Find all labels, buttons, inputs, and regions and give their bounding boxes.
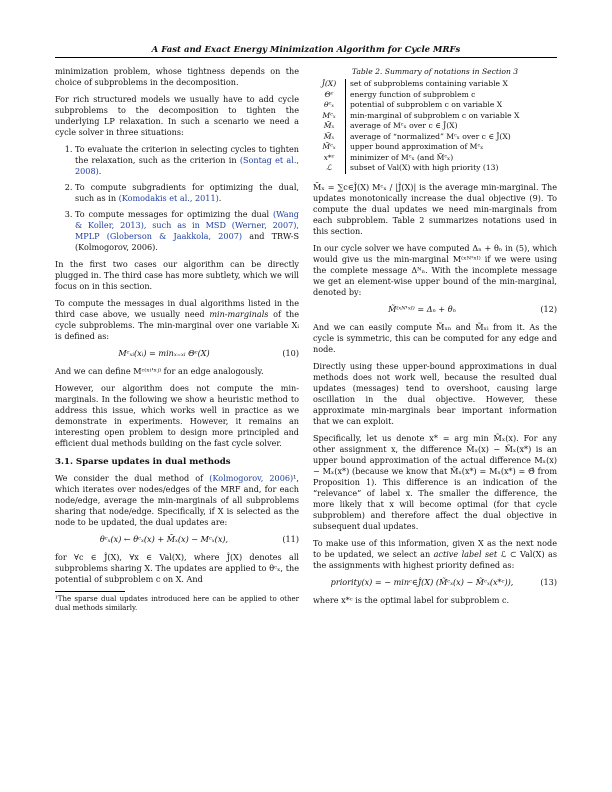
emphasis: active label set	[433, 548, 498, 559]
citation-link[interactable]: (Wang & Koller, 2013), such as in MSD (Werner, 2007), MPLP (Globerson & Jaakkola, 2007)	[75, 209, 299, 241]
equation-13	[313, 577, 557, 588]
paragraph: Directly using these upper-bound approximations in dual methods does not work well, because the resulted dual updates (messages) tend to overshoot, causing large oscillation in the dual objective. However, these approximate min-marginals bear important information that we can exploit.	[313, 360, 557, 426]
notation-description: min-marginal of subproblem c on variable X	[350, 110, 520, 120]
notation-symbol: ℒ	[313, 163, 346, 174]
equation-number: (11)	[282, 534, 299, 544]
table-row	[313, 121, 523, 132]
table-row	[313, 79, 523, 90]
list-item	[75, 182, 299, 204]
equation-number: (13)	[540, 576, 557, 587]
equation-body: M̃⁽ˣᴺ'ˣᴵ⁾ = Δₙ + θₙ	[388, 303, 456, 314]
paragraph: where x*ᶜ is the optimal label for subproblem c.	[313, 594, 510, 605]
paragraph	[55, 298, 299, 342]
notation-description: minimizer of Mᶜₓ (and M̃ᶜₓ)	[350, 152, 454, 162]
notation-symbol: M̄ₓ	[313, 121, 346, 132]
table-row	[313, 142, 523, 153]
list-item-text: To compute messages for optimizing the dual	[75, 209, 273, 219]
header-rule	[55, 57, 557, 58]
equation-number: (12)	[540, 303, 557, 314]
notation-description: set of subproblems containing variable X	[350, 79, 508, 88]
table-row	[313, 100, 523, 111]
paragraph: However, our algorithm does not compute the min-marginals. In the following we show a heuristic method to address this issue, which works well in practice as we demonstrate in experiments. However, it remains an interesting open problem to design more principled and efficient dual methods building on the fast cycle solver.	[55, 383, 299, 448]
equation-10	[55, 348, 299, 359]
notation-table	[313, 79, 523, 174]
list-item	[75, 209, 299, 253]
table-row	[313, 132, 523, 143]
text-run: of the cycle subproblems. The min-marginal over one variable Xᵢ is defined as:	[55, 309, 299, 341]
section-heading: 3.1. Sparse updates in dual methods	[55, 457, 231, 467]
list-item-tail: and TRW-S (Kolmogorov, 2006).	[75, 231, 299, 252]
notation-description: average of Mᶜₓ over c ∈ Ĵ(X)	[350, 121, 458, 130]
equation-body: Mᶜₓᵢ(xᵢ) = minₓ₌ₓᵢ Θᶜ(X)	[118, 348, 210, 358]
equation-11	[55, 534, 299, 545]
equation-body: priority(x) = − minᶜ∈Ĵ(X) (M̃ᶜₓ(x) − M̃ᶜₓ(x*ᶜ)),	[330, 576, 514, 587]
notation-symbol: Ĵ(X)	[313, 79, 346, 90]
paragraph	[313, 538, 557, 571]
table-caption: Table 2. Summary of notations in Section 3	[351, 67, 519, 76]
equation-12	[313, 304, 557, 315]
citation-link[interactable]: (Sontag et al., 2008)	[75, 155, 299, 176]
table-row	[313, 163, 523, 174]
citation-link[interactable]: (Kolmogorov, 2006)	[209, 473, 294, 483]
list-item-tail: .	[218, 193, 222, 203]
right-column	[313, 66, 557, 612]
notation-description: subset of Val(X) with high priority (13)	[350, 163, 499, 172]
running-header: A Fast and Exact Energy Minimization Algorithm for Cycle MRFs	[151, 45, 461, 55]
paragraph: Specifically, let us denote x* = arg min M̃ₓ(x). For any other assignment x, the difference M̃ₓ(x) − M̃ₓ(x*) is an upper bound approximation of the actual difference Mₓ(x) − Mₓ(x*) (because we know that M̃ₓ(x*) = Mₓ(x*) = Θ̃ from Proposition 1). This difference is an indication of the “relevance” of label x. The smaller the difference, the more likely that x will become optimal (for that cycle subproblem) and therefore affect the dual objective in subsequent dual updates.	[313, 432, 557, 531]
notation-symbol: Mᶜₓ	[313, 111, 346, 122]
paragraph: M̄ₓ = ∑c∈Ĵ(X) Mᶜₓ / |Ĵ(X)| is the average min-marginal. The updates monotonically increase the dual objective (9). To compute the dual updates we need min-marginals from each subproblem. Table 2 summarizes notations used in this section.	[313, 181, 557, 236]
table-row	[313, 90, 523, 101]
paragraph: And we can easily compute M̃ₓₙ and M̃ₓᵢ from it. As the cycle is symmetric, this can be computed for any edge and node.	[313, 321, 557, 354]
paragraph: In our cycle solver we have computed Δₙ + θₙ in (5), which would give us the min-marginal M⁽ˣᴺ'ˣᴵ⁾ if we were using the complete message Δᴺₙ. With the incomplete message we get an element-wise upper bound of the min-marginal, denoted by:	[313, 242, 557, 297]
emphasis: min-marginals	[209, 309, 269, 319]
text-run: ℒ ⊂ Val(X) as the assignments with highest priority defined as:	[313, 548, 557, 570]
notation-symbol: θᶜₓ	[313, 100, 346, 111]
paragraph: In the first two cases our algorithm can be directly plugged in. The third case has more subtlety, which we will focus on in this section.	[55, 259, 300, 291]
list-item-tail: .	[98, 166, 102, 176]
table-row	[313, 111, 523, 122]
list-item-text: To evaluate the criterion in selecting cycles to tighten the relaxation, such as the criterion in	[75, 144, 299, 165]
text-run: ¹, which iterates over nodes/edges of the MRF and, for each node/edge, average the min-marginals of all subproblems sharing that node/edge. Specifically, if X is selected as the node to be updated, the dual updates are:	[55, 473, 299, 527]
paragraph	[55, 473, 299, 528]
notation-description: potential of subproblem c on variable X	[350, 100, 503, 109]
notation-description: energy function of subproblem c	[350, 89, 476, 99]
paragraph: And we can define Mᶜ⁽ˣⁱ'ˣʲ⁾ for an edge analogously.	[55, 366, 264, 376]
text-run: We consider the dual method of	[55, 473, 210, 483]
notation-symbol: Θᶜ	[313, 90, 346, 101]
citation-link[interactable]: (Komodakis et al., 2011)	[118, 193, 219, 203]
notation-description: upper bound approximation of Mᶜₓ	[350, 142, 484, 151]
table-row	[313, 153, 523, 164]
numbered-list	[55, 144, 299, 253]
footnote: ¹The sparse dual updates introduced here can be applied to other dual methods similarly.	[55, 595, 299, 612]
list-item-text: To compute subgradients for optimizing the dual, such as in	[75, 182, 299, 203]
notation-symbol: M̃ᶜₓ	[313, 142, 346, 153]
paragraph: for ∀c ∈ Ĵ(X), ∀x ∈ Val(X), where Ĵ(X) denotes all subproblems sharing X. The updates are applied to θᶜₓ, the potential of subproblem c on X. And	[55, 552, 299, 584]
notation-symbol: x*ᶜ	[313, 153, 346, 164]
text-run: To compute the messages in dual algorithms listed in the third case above, we usually need	[55, 298, 299, 319]
list-item	[75, 144, 299, 177]
left-column	[55, 66, 299, 613]
notation-description: average of “normalized” Mᶜₓ over c ∈ Ĵ(X)	[350, 131, 511, 141]
footnote-rule	[55, 591, 125, 592]
text-run: To make use of this information, given X as the next node to be updated, we select an	[313, 537, 557, 559]
notation-symbol: M̃ₓ	[313, 132, 346, 143]
paragraph: For rich structured models we usually have to add cycle subproblems to the decomposition to tighten the underlying LP relaxation. In such a scenario we need a cycle solver in three situations:	[55, 94, 299, 137]
paragraph: minimization problem, whose tightness depends on the choice of subproblems in the decomposition.	[55, 66, 299, 87]
equation-body: θᶜₓ(x) ← θᶜₓ(x) + M̄ₓ(x) − Mᶜₓ(x),	[99, 534, 229, 544]
equation-number: (10)	[282, 348, 299, 358]
